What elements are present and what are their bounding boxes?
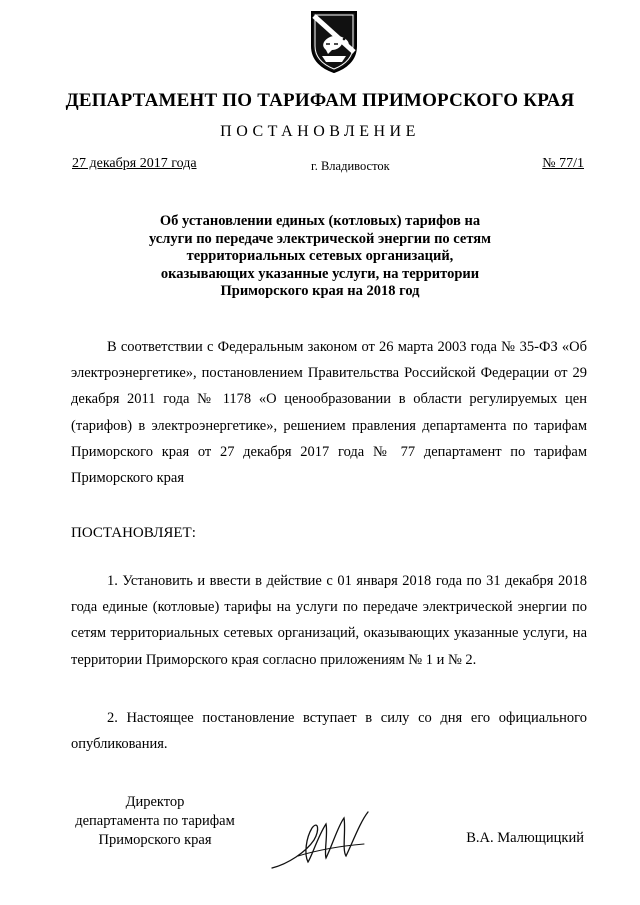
document-subject <box>120 213 520 301</box>
department-name: ДЕПАРТАМЕНТ ПО ТАРИФАМ ПРИМОРСКОГО КРАЯ <box>65 90 575 111</box>
item-2-paragraph <box>71 705 587 757</box>
signer-name: В.А. Малющицкий <box>466 830 584 846</box>
subject-line: Об установлении единых (котловых) тарифов на <box>159 213 481 229</box>
signature-icon <box>268 806 378 876</box>
preamble-paragraph <box>71 334 587 491</box>
signer-title <box>60 793 250 850</box>
coat-of-arms-icon <box>306 8 362 74</box>
subject-line: услуги по передаче электрической энергии по сетям <box>149 230 491 247</box>
preamble-text: В соответствии с Федеральным законом от 26 марта 2003 года № 35-ФЗ «Об электроэнергетике», постановлением Правительства Российской Федерации от 29 декабря 2011 года № 1178 «О ценообразовании в области регулируемых цен (тарифов) в электроэнергетике», решением правления департамента по тарифам Приморского края от 27 декабря 2017 года № 77 департамент по тарифам Приморского края <box>71 339 587 487</box>
subject-line: оказывающих указанные услуги, на территории <box>160 265 480 282</box>
subject-line: территориальных сетевых организаций, <box>186 248 454 265</box>
document-number: № 77/1 <box>542 156 584 171</box>
item-1-text: 1. Установить и ввести в действие с 01 января 2018 года по 31 декабря 2018 года единые (котловые) тарифы на услуги по передаче электрической энергии по сетям территориальных сетевых организаций, оказывающих указанные услуги, на территории Приморского края согласно приложениям № 1 и № 2. <box>71 573 587 668</box>
document-city: г. Владивосток <box>311 159 390 173</box>
item-1-paragraph <box>71 568 587 673</box>
document-type: ПОСТАНОВЛЕНИЕ <box>220 123 420 140</box>
subject-line: Приморского края на 2018 год <box>220 283 420 300</box>
signer-title-line: департамента по тарифам <box>75 813 235 829</box>
document-date: 27 декабря 2017 года <box>72 156 197 171</box>
item-2-text: 2. Настоящее постановление вступает в силу со дня его официального опубликования. <box>71 710 587 753</box>
signer-title-line: Приморского края <box>98 832 212 848</box>
signer-title-line: Директор <box>125 794 185 810</box>
resolves-heading: ПОСТАНОВЛЯЕТ: <box>71 525 196 541</box>
